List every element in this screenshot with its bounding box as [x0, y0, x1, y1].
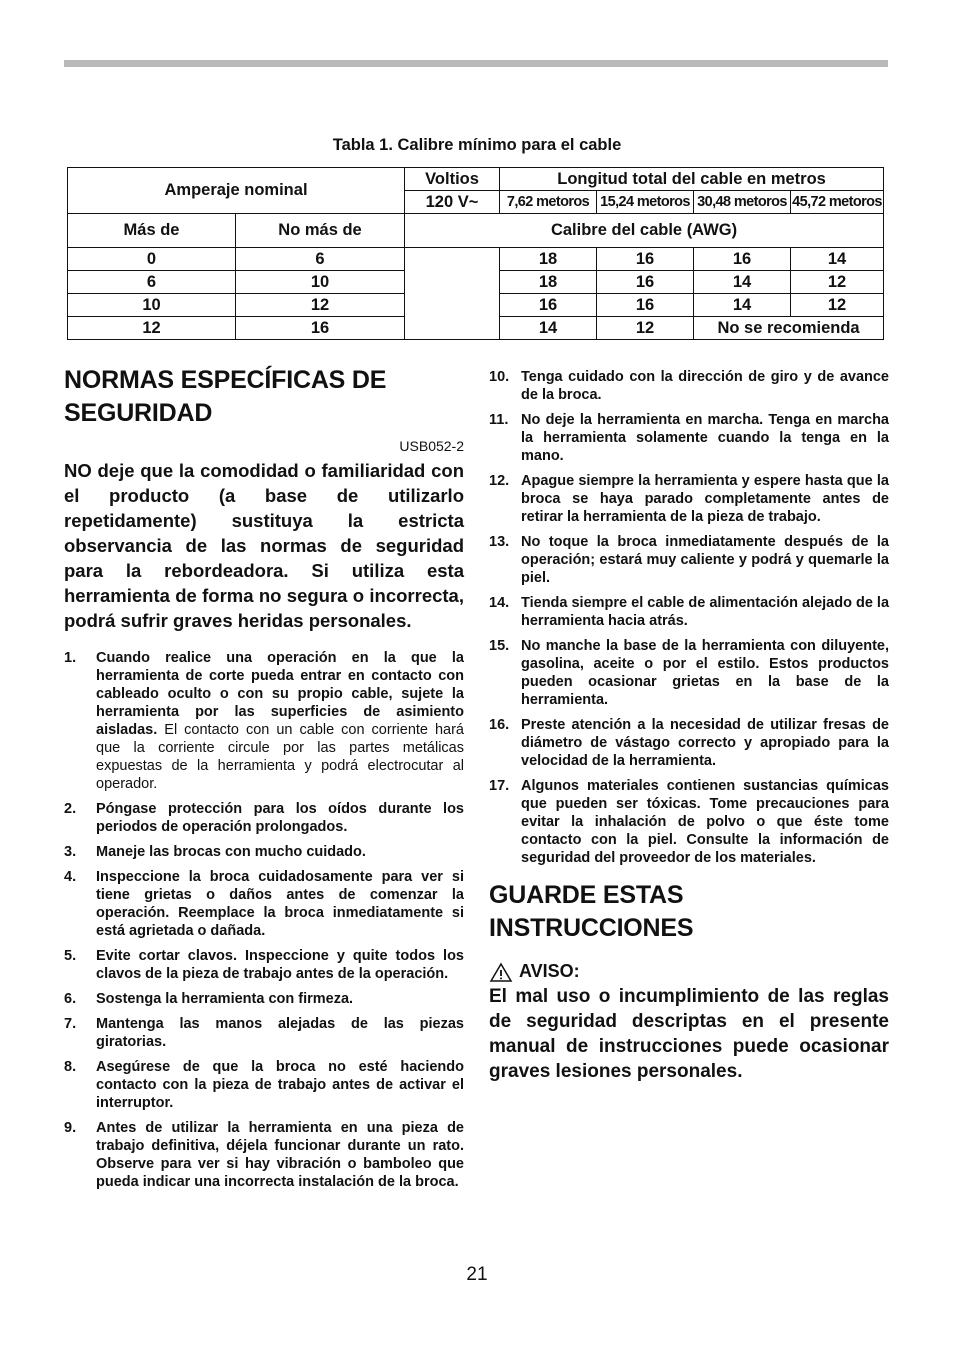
item-bold-text: Cuando realice una operación en la que la herramienta de corte pueda entrar en contacto con cableado oculto o con su propio cable, sujete la herramienta por las superficies de asimiento aisladas.: [96, 650, 464, 738]
item-bold-text: Maneje las brocas con mucho cuidado.: [96, 844, 366, 860]
table-cell: 18: [500, 248, 597, 271]
item-number: 4.: [64, 869, 77, 885]
left-column: [64, 364, 464, 1198]
list-item: [64, 843, 464, 861]
table-cell: 14: [500, 317, 597, 340]
intro-warning: NO deje que la comodidad o familiaridad con el producto (a base de utilizarlo repetidamente) sustituya la estricta observancia de las normas de seguridad para la rebordeadora. Si utiliza esta herramienta de forma no segura o incorrecta, podrá sufrir graves heridas personales.: [64, 460, 464, 631]
length-1: 7,62 metoros: [500, 191, 597, 214]
item-text: Tienda siempre el cable de alimentación alejado de la herramienta hacia atrás.: [521, 595, 890, 629]
section-heading-normas: NORMAS ESPECÍFICAS DE SEGURIDAD: [64, 366, 387, 427]
item-text: Apague siempre la herramienta y espere hasta que la broca se haya parado completamente antes de retirar la herramienta de la pieza de trabajo.: [521, 473, 889, 525]
item-text: No deje la herramienta en marcha. Tenga en marcha la herramienta solamente cuando la tenga en la mano.: [521, 412, 889, 464]
header-voltios: Voltios: [405, 168, 500, 191]
list-item: [489, 777, 889, 867]
table-cell: 12: [597, 317, 694, 340]
voltage-blank-cell: [405, 248, 500, 340]
safety-list-left: [64, 649, 464, 1191]
warning-header: [489, 961, 889, 982]
section-heading-guarde: GUARDE ESTAS INSTRUCCIONES: [489, 881, 694, 942]
table-cell: 12: [791, 294, 884, 317]
item-number: 14.: [489, 595, 510, 611]
table-row: [68, 248, 884, 271]
table-cell: 16: [694, 248, 791, 271]
item-number: 5.: [64, 948, 77, 964]
table-cell: 14: [694, 294, 791, 317]
table-caption: Tabla 1. Calibre mínimo para el cable: [332, 136, 622, 154]
item-number: 12.: [489, 473, 510, 489]
item-text: No manche la base de la herramienta con diluyente, gasolina, aceite o por el estilo. Estos productos pueden ocasionar grietas en la base de la herramienta.: [521, 638, 889, 708]
item-bold-text: Asegúrese de que la broca no esté haciendo contacto con la pieza de trabajo antes de activar el interruptor.: [96, 1059, 464, 1111]
item-number: 9.: [64, 1120, 77, 1136]
table-cell: 18: [500, 271, 597, 294]
item-number: 16.: [489, 717, 510, 733]
table-cell: 6: [236, 248, 405, 271]
header-voltage: 120 V~: [405, 191, 500, 214]
warning-triangle-icon: [489, 962, 513, 982]
table-cell: 10: [68, 294, 236, 317]
table-cell: 16: [236, 317, 405, 340]
item-number: 1.: [64, 650, 77, 666]
item-number: 17.: [489, 778, 510, 794]
table-cell-not-recommended: No se recomienda: [694, 317, 884, 340]
table-cell: 12: [791, 271, 884, 294]
item-number: 7.: [64, 1016, 77, 1032]
item-text: Preste atención a la necesidad de utilizar fresas de diámetro de vástago correcto y apropiado para la velocidad de la herramienta.: [521, 717, 889, 769]
right-column: [489, 368, 889, 1084]
item-bold-text: Mantenga las manos alejadas de las piezas giratorias.: [96, 1016, 464, 1050]
header-rule: [64, 60, 888, 67]
warning-text: El mal uso o incumplimiento de las reglas de seguridad descriptas en el presente manual de instrucciones puede ocasionar graves lesiones personales.: [489, 986, 889, 1082]
table-cell: 0: [68, 248, 236, 271]
item-number: 10.: [489, 369, 510, 385]
item-bold-text: Inspeccione la broca cuidadosamente para ver si tiene grietas o daños antes de comenzar la operación. Reemplace la broca inmediatamente si está agrietada o dañada.: [96, 869, 464, 939]
length-2: 15,24 metoros: [597, 191, 694, 214]
list-item: [489, 637, 889, 709]
table-cell: 6: [68, 271, 236, 294]
item-bold-text: Evite cortar clavos. Inspeccione y quite todos los clavos de la pieza de trabajo antes de la operación.: [96, 948, 464, 982]
table-cell: 16: [597, 271, 694, 294]
list-item: [64, 1015, 464, 1051]
table-cell: 10: [236, 271, 405, 294]
list-item: [64, 800, 464, 836]
table-cell: 16: [597, 294, 694, 317]
header-calibre: Calibre del cable (AWG): [405, 214, 884, 248]
item-bold-text: Antes de utilizar la herramienta en una pieza de trabajo definitiva, déjela funcionar durante un rato. Observe para ver si hay vibración o bamboleo que pueda indicar una incorrecta instalación de la broca.: [96, 1120, 464, 1190]
table-cell: 14: [694, 271, 791, 294]
list-item: [64, 990, 464, 1008]
list-item: [64, 868, 464, 940]
table-cell: 14: [791, 248, 884, 271]
table-cell: 16: [597, 248, 694, 271]
table-cell: 16: [500, 294, 597, 317]
item-number: 11.: [489, 412, 509, 428]
item-number: 6.: [64, 991, 77, 1007]
item-text: Tenga cuidado con la dirección de giro y de avance de la broca.: [521, 369, 889, 403]
list-item: [489, 594, 889, 630]
page-number: 21: [466, 1264, 488, 1285]
cable-gauge-table: [67, 167, 884, 340]
item-number: 3.: [64, 844, 77, 860]
item-number: 13.: [489, 534, 510, 550]
item-number: 2.: [64, 801, 77, 817]
header-longitud: Longitud total del cable en metros: [500, 168, 884, 191]
item-bold-text: Póngase protección para los oídos durante los periodos de operación prolongados.: [96, 801, 464, 835]
item-bold-text: Sostenga la herramienta con firmeza.: [96, 991, 354, 1007]
list-item: [489, 716, 889, 770]
document-code: USB052-2: [399, 438, 464, 454]
list-item: [64, 649, 464, 793]
list-item: [489, 533, 889, 587]
list-item: [489, 472, 889, 526]
list-item: [64, 947, 464, 983]
item-number: 8.: [64, 1059, 77, 1075]
warning-label: AVISO:: [519, 961, 580, 981]
header-no-mas-de: No más de: [236, 214, 405, 248]
table-cell: 12: [236, 294, 405, 317]
item-text: No toque la broca inmediatamente después de la operación; estará muy caliente y podrá y quemarle la piel.: [521, 534, 889, 586]
header-amperaje: Amperaje nominal: [68, 168, 405, 214]
list-item: [64, 1119, 464, 1191]
item-number: 15.: [489, 638, 510, 654]
item-text: Algunos materiales contienen sustancias químicas que pueden ser tóxicas. Tome precauciones para evitar la inhalación de polvo o que éste tome contacto con la piel. Consulte la información de seguridad del proveedor de los materiales.: [521, 778, 889, 866]
length-4: 45,72 metoros: [791, 191, 884, 214]
item-normal-text: El contacto con un cable con corriente hará que la corriente circule por las partes metálicas expuestas de la herramienta y podrá electrocutar al operador.: [96, 722, 464, 792]
list-item: [489, 368, 889, 404]
list-item: [64, 1058, 464, 1112]
safety-list-right: [489, 368, 889, 867]
table-cell: 12: [68, 317, 236, 340]
length-3: 30,48 metoros: [694, 191, 791, 214]
list-item: [489, 411, 889, 465]
header-mas-de: Más de: [68, 214, 236, 248]
